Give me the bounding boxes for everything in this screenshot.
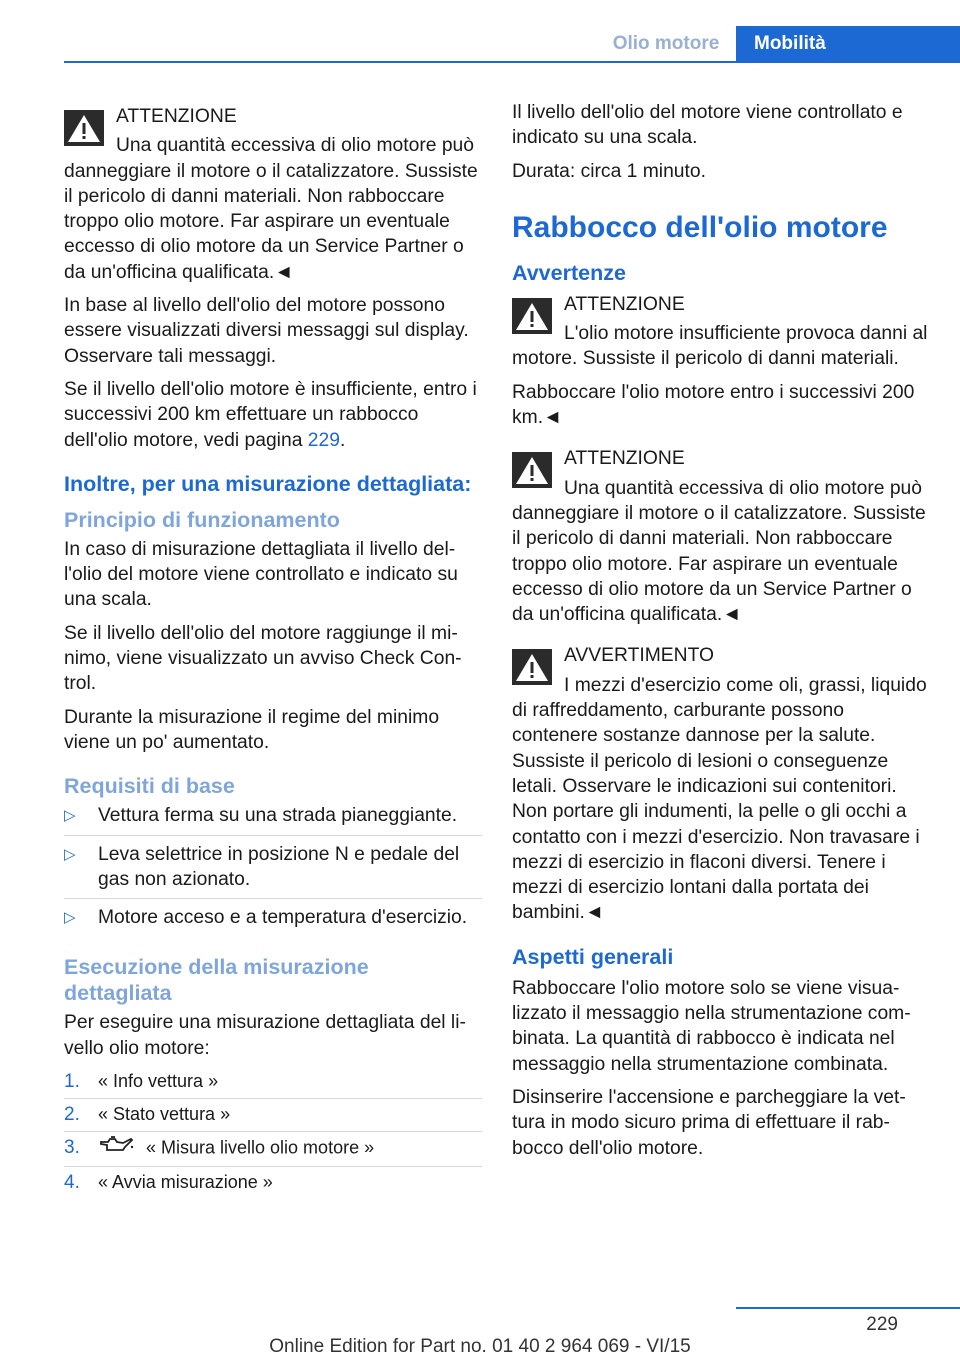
- page-link[interactable]: 229: [307, 429, 340, 451]
- warning-block: [512, 292, 932, 372]
- paragraph-end: .: [339, 429, 346, 451]
- page-number: 229: [866, 1314, 898, 1335]
- warning-triangle-icon: [512, 649, 552, 685]
- section-heading: Inoltre, per una misurazione dettagliata:: [64, 471, 472, 496]
- paragraph: In caso di misurazione dettagliata il livello dell'olio del motore viene controllato e indicato su una scala.: [64, 538, 458, 611]
- list-item: ▷ Leva selettrice in posizione N e pedale del gas non azionato.: [64, 842, 482, 900]
- list-item: 4. « Avvia misurazione »: [64, 1172, 273, 1194]
- warning-heading: AVVERTIMENTO: [564, 645, 714, 667]
- triangle-bullet-icon: ▷: [64, 845, 76, 863]
- warning-block: [64, 104, 482, 285]
- warning-text: L'olio motore insufficiente provoca danni al motore. Sussiste il pericolo di danni materiali.: [512, 323, 928, 370]
- steps-list: [64, 1069, 482, 1199]
- paragraph: Disinserire l'accensione e parcheggiare la vettura in modo sicuro prima di effettuare il rabbocco dell'olio motore.: [512, 1086, 906, 1159]
- list-item: 2. « Stato vettura »: [64, 1102, 482, 1132]
- paragraph: Rabboccare l'olio motore solo se viene visualizzato il messaggio nella strumentazione combinata. La quantità di rabbocco è indicata nel messaggio nella strumentazione combinata.: [512, 977, 911, 1075]
- right-column: [512, 100, 932, 1169]
- chapter-heading: Rabbocco dell'olio motore: [512, 210, 888, 244]
- triangle-bullet-icon: ▷: [64, 909, 76, 927]
- paragraph-text: Se il livello dell'olio motore è insufficiente, entro i successivi 200 km effettuare un rabbocco dell'olio motore, vedi pagina: [64, 378, 477, 451]
- header-rule: [64, 61, 960, 63]
- left-column: [64, 100, 482, 1202]
- requirements-list: [64, 803, 482, 936]
- triangle-bullet-icon: ▷: [64, 807, 76, 825]
- warning-block: [512, 446, 932, 627]
- warning-heading: ATTENZIONE: [564, 448, 685, 470]
- section-heading: Aspetti generali: [512, 944, 674, 969]
- warning-triangle-icon: [64, 110, 104, 146]
- header-tab-section: Mobilità: [736, 26, 960, 61]
- edition-footer: Online Edition for Part no. 01 40 2 964 069 - VI/15: [269, 1336, 691, 1357]
- list-item: 3. « Misura livello olio motore »: [64, 1135, 482, 1167]
- list-item: ▷ Motore acceso e a temperatura d'esercizio.: [64, 905, 482, 936]
- warning-block: [512, 643, 932, 925]
- paragraph: Il livello dell'olio del motore viene controllato e indicato su una scala.: [512, 102, 903, 149]
- section-heading: Avvertenze: [512, 260, 626, 285]
- subsection-heading: Requisiti di base: [64, 774, 235, 799]
- warning-text: Una quantità eccessiva di olio motore può danneggiare il motore o il catalizzatore. Sussiste il pericolo di danni materiali. Non rabboccare troppo olio motore. Far aspirare un eventuale eccesso di olio motore da un Service Partner o da un'officina qualificata.◄: [512, 477, 926, 626]
- header-tab-chapter: Olio motore: [612, 33, 720, 54]
- paragraph: Per eseguire una misurazione dettagliata del livello olio motore:: [64, 1012, 466, 1059]
- warning-triangle-icon: [512, 298, 552, 334]
- warning-heading: ATTENZIONE: [116, 106, 237, 127]
- paragraph: In base al livello dell'olio del motore possono essere visualizzati diversi messaggi sul display. Osservare tali messaggi.: [64, 295, 469, 367]
- paragraph: [64, 377, 482, 453]
- warning-text: Una quantità eccessiva di olio motore può danneggiare il motore o il catalizzatore. Sussiste il pericolo di danni materiali. Non rabboccare troppo olio motore. Far aspirare un eventuale eccesso di olio motore da un Service Partner o da un'officina qualificata.◄: [64, 135, 478, 283]
- footer-rule: [736, 1307, 960, 1309]
- subsection-heading: Principio di funzionamento: [64, 507, 340, 532]
- warning-text: I mezzi d'esercizio come oli, grassi, liquido di raffreddamento, carburante possono contenere sostanze dannose per la salute. Sussiste il pericolo di lesioni o conseguenze letali. Osservare le indicazioni sui contenitori. Non portare gli indumenti, la pelle o gli occhi a contatto con i mezzi d'esercizio. Non travasare i mezzi di esercizio in flaconi diversi. Tenere i mezzi di esercizio lontani dalla portata dei bambini.◄: [512, 674, 927, 924]
- oil-can-icon: [98, 1135, 134, 1162]
- paragraph: Durante la misurazione il regime del minimo viene un po' aumentato.: [64, 706, 440, 753]
- warning-heading: ATTENZIONE: [564, 293, 685, 315]
- paragraph: Se il livello dell'olio del motore raggiunge il minimo, viene visualizzato un avviso Check Control.: [64, 622, 462, 695]
- warning-triangle-icon: [512, 452, 552, 488]
- paragraph: Durata: circa 1 minuto.: [512, 160, 706, 182]
- list-item: 1. « Info vettura »: [64, 1069, 482, 1099]
- paragraph: Rabboccare l'olio motore entro i successivi 200 km.◄: [512, 381, 915, 429]
- subsection-heading: Esecuzione della misurazione dettagliata: [64, 955, 369, 1006]
- list-item: ▷ Vettura ferma su una strada pianeggiante.: [64, 803, 482, 835]
